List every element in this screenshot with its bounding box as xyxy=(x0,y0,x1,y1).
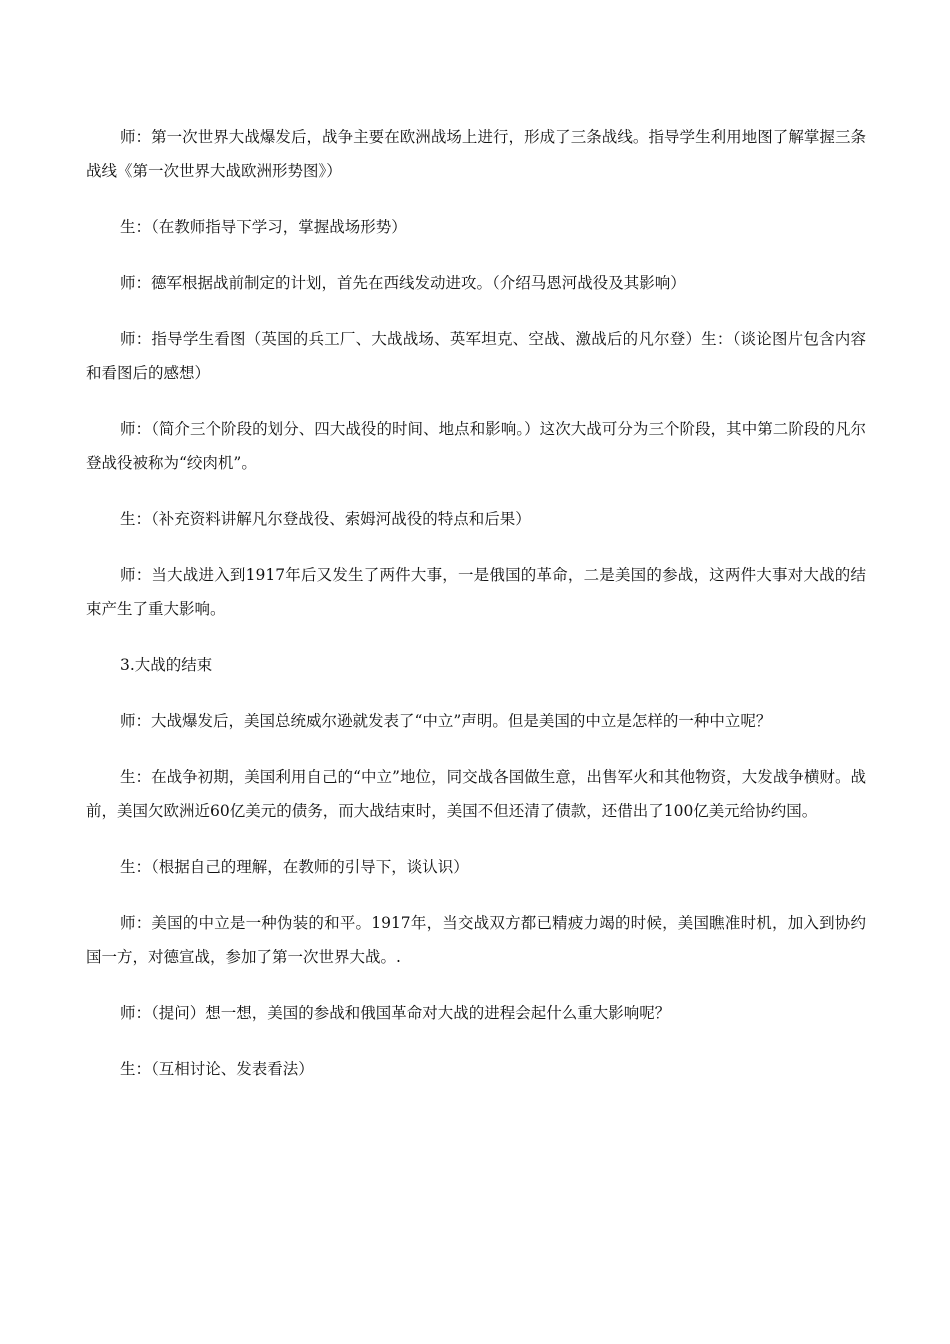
paragraph-student-battlefield: 生：（在教师指导下学习，掌握战场形势） xyxy=(120,218,407,236)
paragraph-student-understanding: 生：（根据自己的理解，在教师的引导下，谈认识） xyxy=(120,858,469,876)
paragraph-teacher-three-stages: 师：（简介三个阶段的划分、四大战役的时间、地点和影响。）这次大战可分为三个阶段，其中第二阶段的凡尔登战役被称为“绞肉机”。 xyxy=(86,420,866,472)
paragraph-teacher-pictures: 师：指导学生看图（英国的兵工厂、大战战场、英军坦克、空战、激战后的凡尔登）生：（谈论图片包含内容和看图后的感想） xyxy=(86,330,866,382)
paragraph-teacher-us-entry: 师：美国的中立是一种伪装的和平。1917年，当交战双方都已精疲力竭的时候，美国瞧准时机，加入到协约国一方，对德宣战，参加了第一次世界大战。. xyxy=(86,914,866,966)
paragraph-teacher-three-fronts: 师：第一次世界大战爆发后，战争主要在欧洲战场上进行，形成了三条战线。指导学生利用地图了解掌握三条战线《第一次世界大战欧洲形势图》） xyxy=(86,128,866,180)
paragraph-teacher-western-front: 师：德军根据战前制定的计划，首先在西线发动进攻。（介绍马恩河战役及其影响） xyxy=(120,274,686,292)
paragraph-student-verdun: 生：（补充资料讲解凡尔登战役、索姆河战役的特点和后果） xyxy=(120,510,531,528)
paragraph-student-discussion: 生：（互相讨论、发表看法） xyxy=(120,1060,314,1078)
paragraph-teacher-1917: 师：当大战进入到1917年后又发生了两件大事，一是俄国的革命，二是美国的参战，这两件大事对大战的结束产生了重大影响。 xyxy=(86,566,866,618)
document-body xyxy=(86,120,866,1108)
paragraph-teacher-neutrality: 师：大战爆发后，美国总统威尔逊就发表了“中立”声明。但是美国的中立是怎样的一种中立呢？ xyxy=(120,712,772,730)
paragraph-student-us-profit: 生：在战争初期，美国利用自己的“中立”地位，同交战各国做生意，出售军火和其他物资，大发战争横财。战前，美国欠欧洲近60亿美元的债务，而大战结束时，美国不但还清了债款，还借出了100亿美元给协约国。 xyxy=(86,768,866,820)
section-heading-war-end: 3.大战的结束 xyxy=(120,656,213,674)
paragraph-teacher-question: 师：（提问）想一想，美国的参战和俄国革命对大战的进程会起什么重大影响呢？ xyxy=(120,1004,671,1022)
